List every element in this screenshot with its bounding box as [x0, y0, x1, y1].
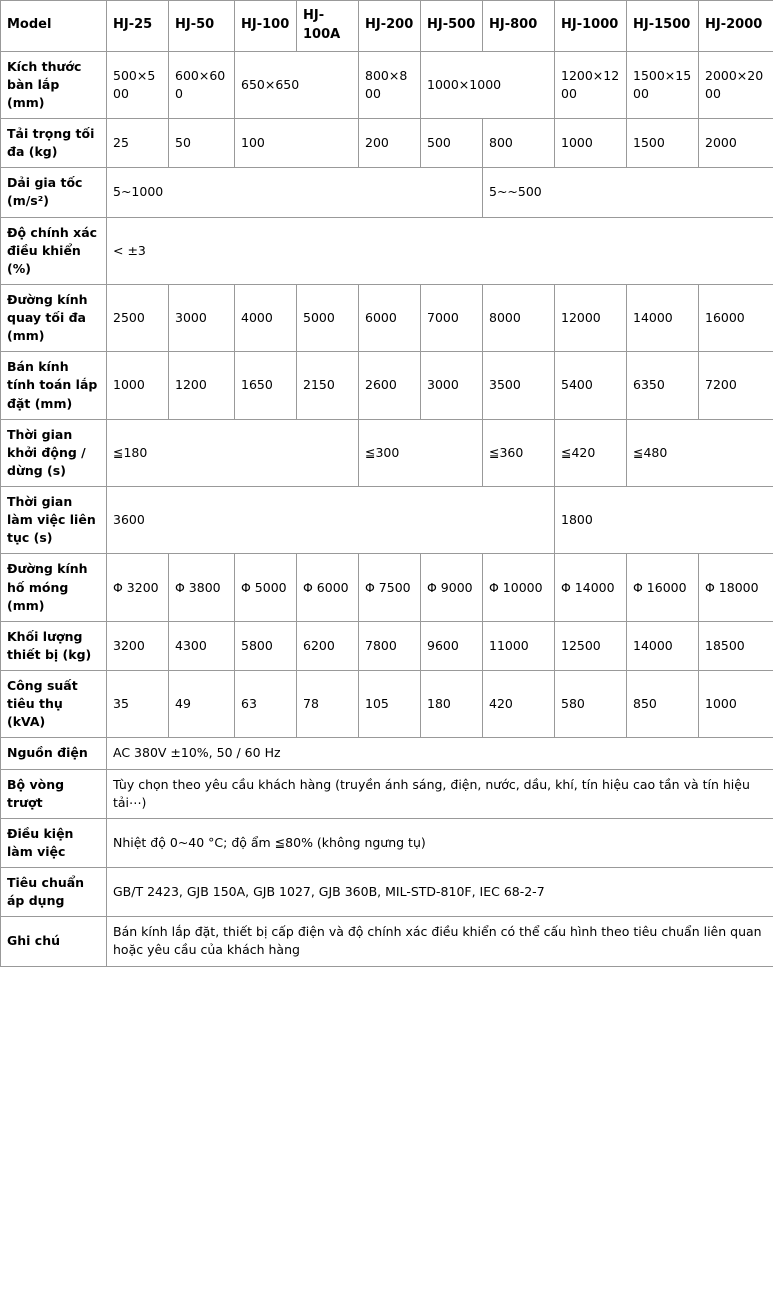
table-cell: 1200×1200 — [555, 51, 627, 118]
table-row — [1, 119, 773, 168]
table-cell: 8000 — [483, 284, 555, 351]
row-header-label: Bộ vòng trượt — [1, 769, 107, 818]
table-cell: 1650 — [235, 352, 297, 419]
table-cell: Nhiệt độ 0~40 °C; độ ẩm ≦80% (không ngưng tụ) — [107, 818, 773, 867]
table-cell: 6200 — [297, 621, 359, 670]
table-cell: Φ 14000 — [555, 554, 627, 621]
table-cell: 180 — [421, 671, 483, 738]
table-cell: 800 — [483, 119, 555, 168]
table-row — [1, 621, 773, 670]
table-cell: Φ 10000 — [483, 554, 555, 621]
table-row — [1, 487, 773, 554]
row-header-label: Điều kiện làm việc — [1, 818, 107, 867]
table-cell: 2000×2000 — [699, 51, 773, 118]
table-cell: Φ 7500 — [359, 554, 421, 621]
table-cell: 800×800 — [359, 51, 421, 118]
table-row — [1, 554, 773, 621]
table-cell: 1200 — [169, 352, 235, 419]
table-row — [1, 818, 773, 867]
column-header-model-variant: HJ-1000 — [555, 1, 627, 52]
column-header-model-variant: HJ-100A — [297, 1, 359, 52]
table-cell: 4000 — [235, 284, 297, 351]
table-cell: 580 — [555, 671, 627, 738]
table-cell: 35 — [107, 671, 169, 738]
table-cell: 49 — [169, 671, 235, 738]
column-header-model-variant: HJ-500 — [421, 1, 483, 52]
column-header-model-variant: HJ-50 — [169, 1, 235, 52]
table-cell: 9600 — [421, 621, 483, 670]
table-cell: 3600 — [107, 487, 555, 554]
table-cell: Φ 16000 — [627, 554, 699, 621]
row-header-label: Nguồn điện — [1, 738, 107, 769]
table-cell: 3200 — [107, 621, 169, 670]
row-header-label: Đường kính quay tối đa (mm) — [1, 284, 107, 351]
row-header-label: Công suất tiêu thụ (kVA) — [1, 671, 107, 738]
table-cell: 6000 — [359, 284, 421, 351]
row-header-label: Thời gian khởi động / dừng (s) — [1, 419, 107, 486]
table-cell: 1500×1500 — [627, 51, 699, 118]
row-header-label: Độ chính xác điều khiển (%) — [1, 217, 107, 284]
row-header-label: Đường kính hố móng (mm) — [1, 554, 107, 621]
table-cell: Bán kính lắp đặt, thiết bị cấp điện và độ chính xác điều khiển có thể cấu hình theo tiêu chuẩn liên quan hoặc yêu cầu của khách hàng — [107, 917, 773, 966]
table-cell: 1000×1000 — [421, 51, 555, 118]
table-row — [1, 168, 773, 217]
table-cell: 850 — [627, 671, 699, 738]
table-cell: 63 — [235, 671, 297, 738]
table-cell: 1000 — [107, 352, 169, 419]
table-cell: 5800 — [235, 621, 297, 670]
table-cell: 5~~500 — [483, 168, 773, 217]
table-cell: 100 — [235, 119, 359, 168]
column-header-model-variant: HJ-100 — [235, 1, 297, 52]
table-cell: 3000 — [169, 284, 235, 351]
table-cell: 14000 — [627, 621, 699, 670]
table-cell: Φ 5000 — [235, 554, 297, 621]
row-header-label: Bán kính tính toán lắp đặt (mm) — [1, 352, 107, 419]
table-cell: 5~1000 — [107, 168, 483, 217]
table-cell: 18500 — [699, 621, 773, 670]
table-cell: ≦180 — [107, 419, 359, 486]
table-cell: ≦300 — [359, 419, 483, 486]
table-cell: 500 — [421, 119, 483, 168]
table-cell: 5400 — [555, 352, 627, 419]
table-cell: 11000 — [483, 621, 555, 670]
column-header-model: Model — [1, 1, 107, 52]
table-cell: ≦420 — [555, 419, 627, 486]
table-cell: 7200 — [699, 352, 773, 419]
table-row — [1, 217, 773, 284]
table-header — [1, 1, 773, 52]
table-cell: 16000 — [699, 284, 773, 351]
row-header-label: Tải trọng tối đa (kg) — [1, 119, 107, 168]
table-cell: 2500 — [107, 284, 169, 351]
table-cell: 500×500 — [107, 51, 169, 118]
table-cell: 1800 — [555, 487, 773, 554]
table-row — [1, 868, 773, 917]
table-row — [1, 671, 773, 738]
column-header-model-variant: HJ-2000 — [699, 1, 773, 52]
table-row — [1, 419, 773, 486]
column-header-model-variant: HJ-800 — [483, 1, 555, 52]
table-row — [1, 769, 773, 818]
table-row — [1, 51, 773, 118]
table-cell: 2150 — [297, 352, 359, 419]
table-cell: 78 — [297, 671, 359, 738]
table-cell: Φ 6000 — [297, 554, 359, 621]
table-cell: 25 — [107, 119, 169, 168]
table-row — [1, 738, 773, 769]
table-cell: 1000 — [699, 671, 773, 738]
table-cell: 420 — [483, 671, 555, 738]
table-cell: 3500 — [483, 352, 555, 419]
table-cell: 1500 — [627, 119, 699, 168]
row-header-label: Dải gia tốc (m/s²) — [1, 168, 107, 217]
row-header-label: Kích thước bàn lắp (mm) — [1, 51, 107, 118]
column-header-model-variant: HJ-200 — [359, 1, 421, 52]
column-header-model-variant: HJ-25 — [107, 1, 169, 52]
table-header-row — [1, 1, 773, 52]
table-cell: Φ 9000 — [421, 554, 483, 621]
table-cell: Φ 18000 — [699, 554, 773, 621]
table-cell: 50 — [169, 119, 235, 168]
table-cell: AC 380V ±10%, 50 / 60 Hz — [107, 738, 773, 769]
table-row — [1, 917, 773, 966]
table-cell: Φ 3800 — [169, 554, 235, 621]
table-cell: 12000 — [555, 284, 627, 351]
table-cell: ≦360 — [483, 419, 555, 486]
table-cell: Tùy chọn theo yêu cầu khách hàng (truyền ánh sáng, điện, nước, dầu, khí, tín hiệu cao tần và tín hiệu tải⋯) — [107, 769, 773, 818]
row-header-label: Thời gian làm việc liên tục (s) — [1, 487, 107, 554]
table-cell: 12500 — [555, 621, 627, 670]
table-row — [1, 284, 773, 351]
table-cell: GB/T 2423, GJB 150A, GJB 1027, GJB 360B, MIL-STD-810F, IEC 68-2-7 — [107, 868, 773, 917]
table-cell: 5000 — [297, 284, 359, 351]
table-cell: 7000 — [421, 284, 483, 351]
table-cell: 6350 — [627, 352, 699, 419]
table-cell: 2600 — [359, 352, 421, 419]
table-cell: 7800 — [359, 621, 421, 670]
row-header-label: Khối lượng thiết bị (kg) — [1, 621, 107, 670]
table-cell: 2000 — [699, 119, 773, 168]
table-cell: 650×650 — [235, 51, 359, 118]
row-header-label: Ghi chú — [1, 917, 107, 966]
table-cell: 3000 — [421, 352, 483, 419]
row-header-label: Tiêu chuẩn áp dụng — [1, 868, 107, 917]
table-cell: Φ 3200 — [107, 554, 169, 621]
table-cell: < ±3 — [107, 217, 773, 284]
table-cell: 200 — [359, 119, 421, 168]
table-cell: ≦480 — [627, 419, 773, 486]
table-cell: 600×600 — [169, 51, 235, 118]
table-cell: 105 — [359, 671, 421, 738]
table-cell: 14000 — [627, 284, 699, 351]
column-header-model-variant: HJ-1500 — [627, 1, 699, 52]
table-row — [1, 352, 773, 419]
table-cell: 1000 — [555, 119, 627, 168]
table-cell: 4300 — [169, 621, 235, 670]
table-body — [1, 51, 773, 966]
